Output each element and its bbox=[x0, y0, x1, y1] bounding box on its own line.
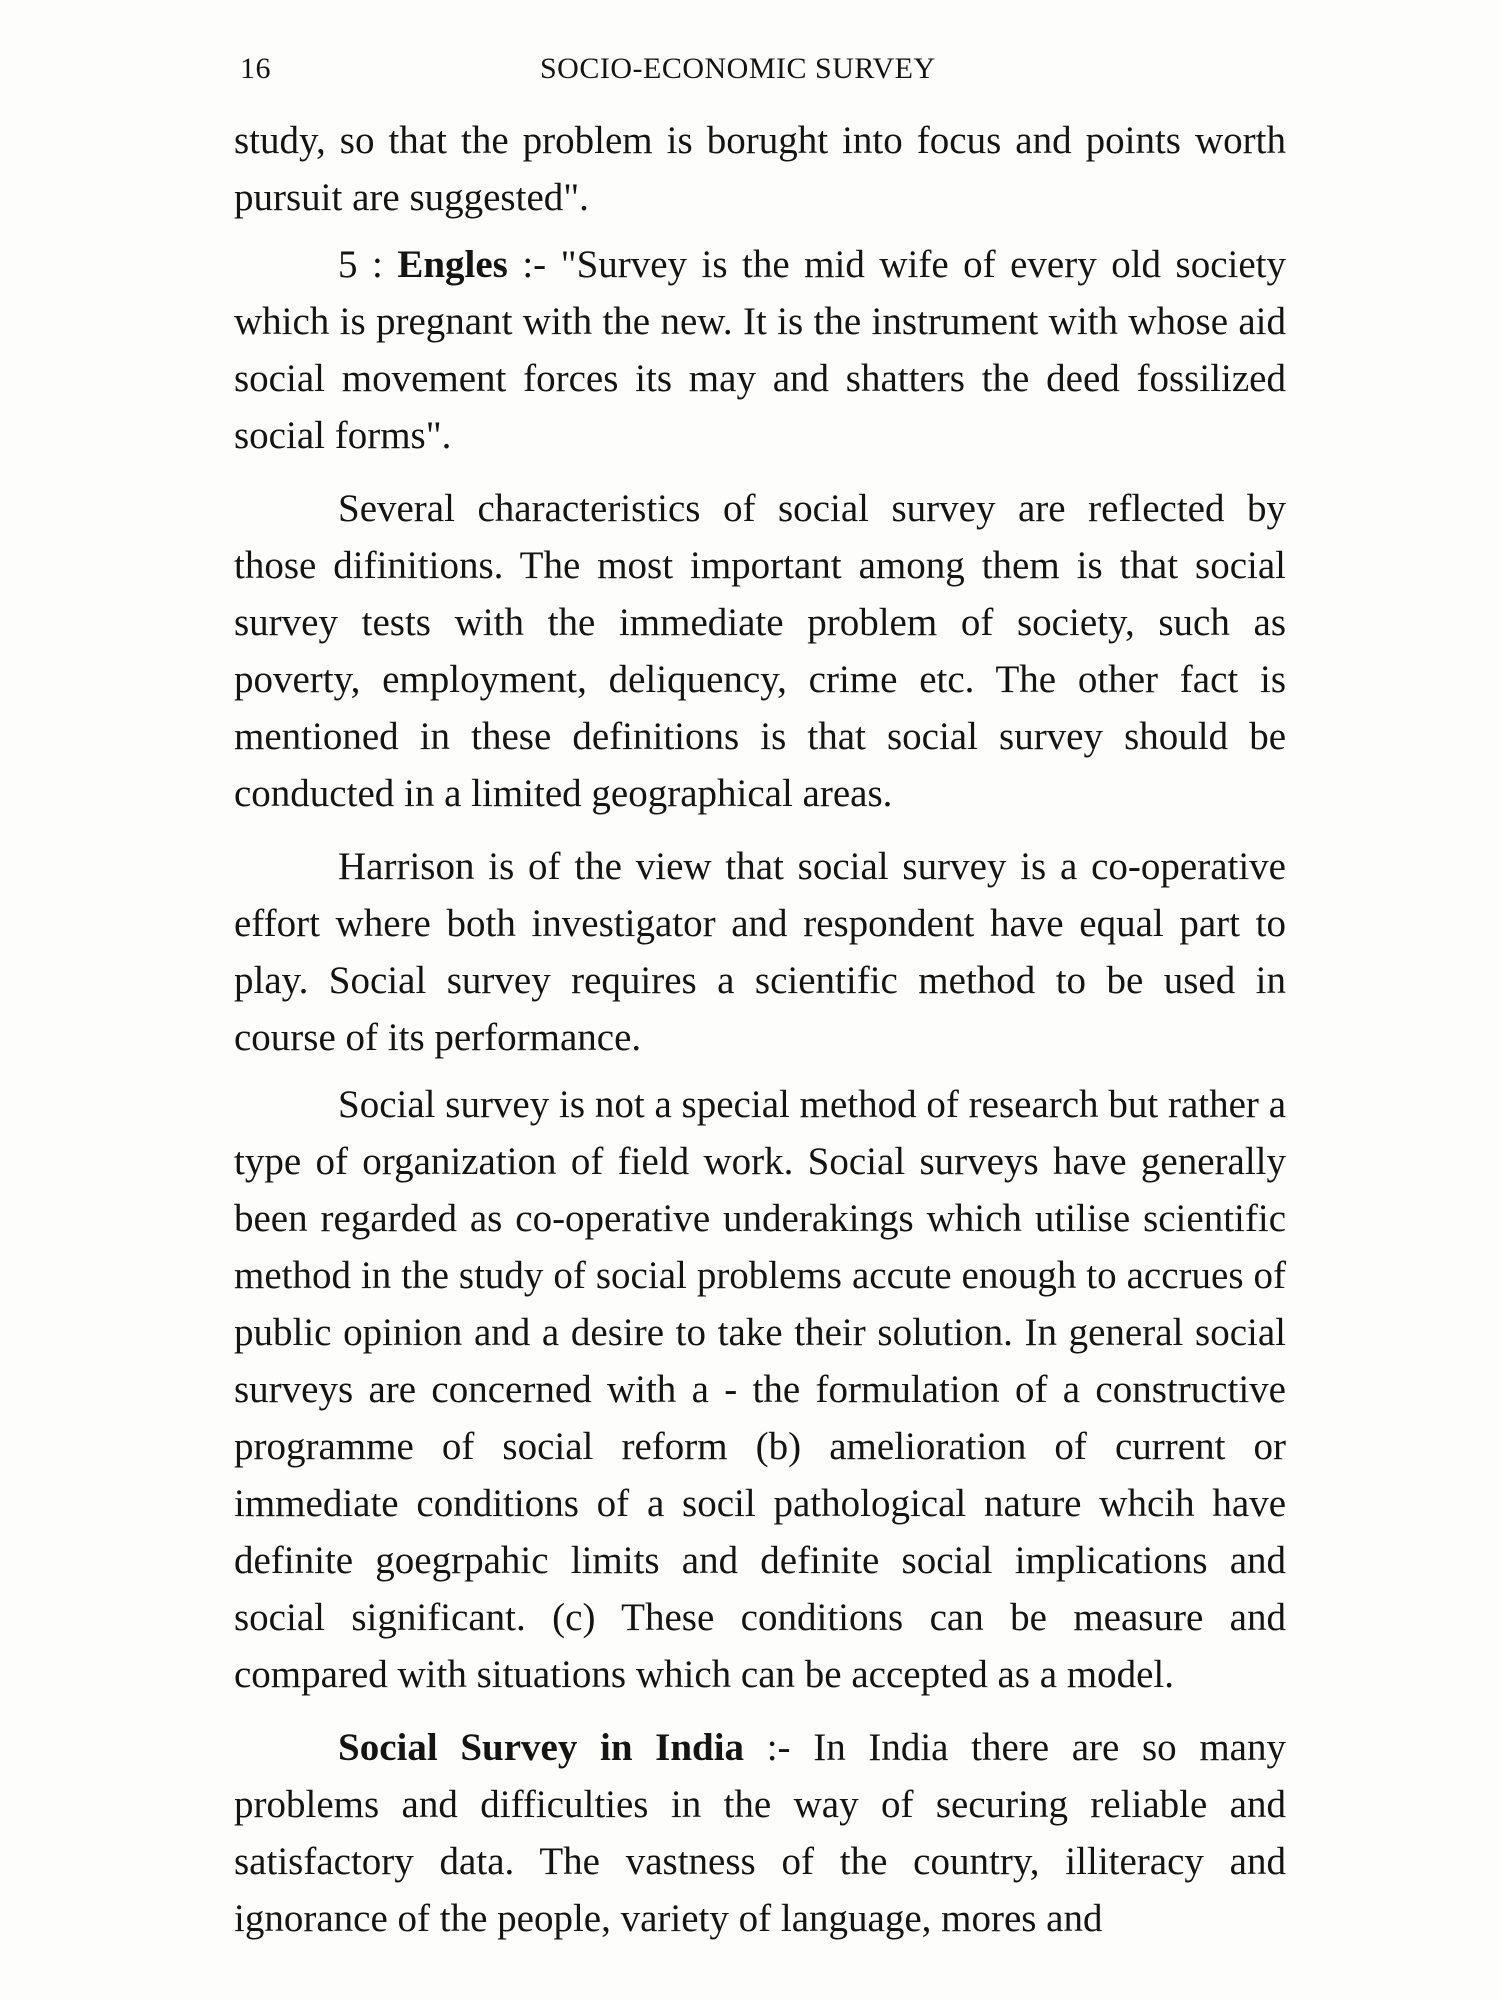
paragraph-continuation: study, so that the problem is borught into focus and points worth pursuit are suggested". bbox=[234, 119, 1286, 219]
paragraph-harrison: Harrison is of the view that social survey is a co-operative effort where both investigator and respondent have equal part to play. Social survey requires a scientific method to be used in course of its performance. bbox=[234, 845, 1286, 1059]
paragraph-field-work: Social survey is not a special method of research but rather a type of organization of field work. Social surveys have generally been regarded as co-operative underakings which utilise scientific method in the study of social problems accute enough to accrues of public opinion and a desire to take their solution. In general social surveys are concerned with a - the formulation of a constructive programme of social reform (b) amelioration of current or immediate conditions of a socil pathological nature whcih have definite goegrpahic limits and definite social implications and social significant. (c) These conditions can be measure and compared with situations which can be accepted as a model. bbox=[234, 1083, 1286, 1696]
paragraph-social-survey-india: Social Survey in India :- In India there are so many problems and difficulties in the way of securing reliable and satisfactory data. The vastness of the country, illiteracy and ignorance of the people, variety of language, mores and bbox=[234, 1726, 1286, 1940]
page-header bbox=[240, 52, 1290, 102]
running-head: SOCIO-ECONOMIC SURVEY bbox=[540, 52, 936, 85]
paragraph-engles-quote: 5 : Engles :- "Survey is the mid wife of every old society which is pregnant with the new. It is the instrument with whose aid social movement forces its may and shatters the deed fossilized social forms". bbox=[234, 243, 1286, 457]
section-heading-bold: Social Survey in India bbox=[338, 1726, 745, 1769]
body-text bbox=[234, 112, 1286, 1947]
paragraph-characteristics: Several characteristics of social survey are reflected by those difinitions. The most important among them is that social survey tests with the immediate problem of society, such as poverty, employment, deliquency, crime etc. The other fact is mentioned in these definitions is that social survey should be conducted in a limited geographical areas. bbox=[234, 487, 1286, 815]
author-name-bold: Engles bbox=[397, 243, 508, 286]
page-number: 16 bbox=[240, 52, 271, 85]
